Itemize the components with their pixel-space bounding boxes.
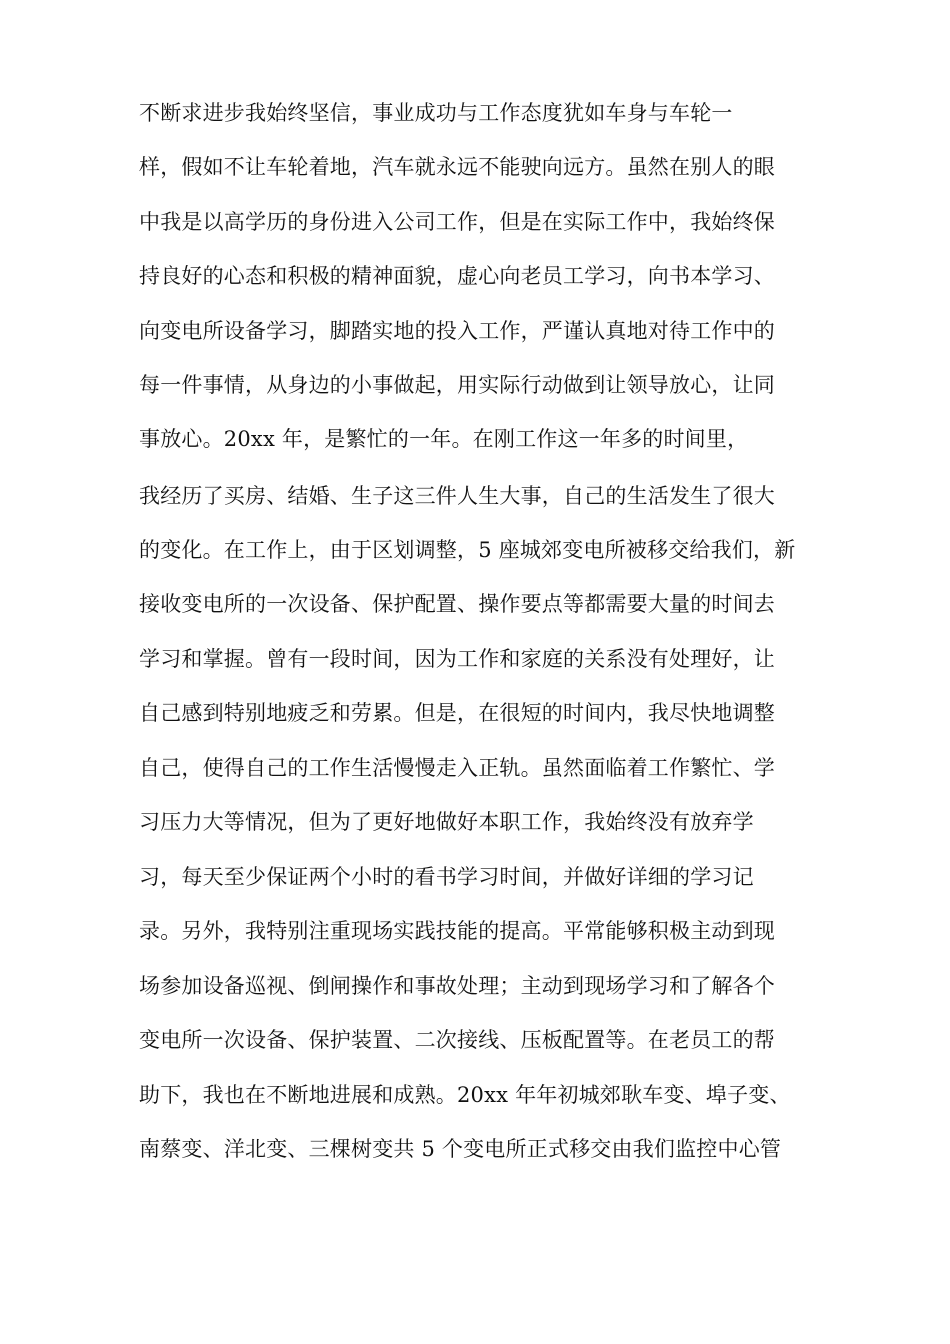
text-line-11: 学习和掌握。曾有一段时间，因为工作和家庭的关系没有处理好，让 (139, 647, 775, 671)
text-line-1: 不断求进步我始终坚信，事业成功与工作态度犹如车身与车轮一 (139, 101, 733, 125)
text-line-18: 变电所一次设备、保护装置、二次接线、压板配置等。在老员工的帮 (139, 1028, 775, 1052)
text-line-19: 助下，我也在不断地进展和成熟。20xx 年年初城郊耿车变、埠子变、 (139, 1083, 791, 1107)
text-line-16: 录。另外，我特别注重现场实践技能的提高。平常能够积极主动到现 (139, 919, 775, 943)
text-line-15: 习，每天至少保证两个小时的看书学习时间，并做好详细的学习记 (139, 865, 754, 889)
text-line-8: 我经历了买房、结婚、生子这三件人生大事，自己的生活发生了很大 (139, 484, 775, 508)
text-line-7: 事放心。20xx 年，是繁忙的一年。在刚工作这一年多的时间里， (139, 427, 749, 451)
text-line-6: 每一件事情，从身边的小事做起，用实际行动做到让领导放心，让同 (139, 373, 775, 397)
text-line-20: 南蔡变、洋北变、三棵树变共 5 个变电所正式移交由我们监控中心管 (139, 1137, 782, 1161)
text-line-10: 接收变电所的一次设备、保护配置、操作要点等都需要大量的时间去 (139, 592, 775, 616)
text-line-17: 场参加设备巡视、倒闸操作和事故处理；主动到现场学习和了解各个 (139, 974, 775, 998)
text-line-13: 自己，使得自己的工作生活慢慢走入正轨。虽然面临着工作繁忙、学 (139, 756, 775, 780)
text-line-4: 持良好的心态和积极的精神面貌，虚心向老员工学习，向书本学习、 (139, 264, 775, 288)
text-line-14: 习压力大等情况，但为了更好地做好本职工作，我始终没有放弃学 (139, 810, 754, 834)
text-line-12: 自己感到特别地疲乏和劳累。但是，在很短的时间内，我尽快地调整 (139, 701, 775, 725)
text-line-5: 向变电所设备学习，脚踏实地的投入工作，严谨认真地对待工作中的 (139, 319, 775, 343)
text-line-2: 样，假如不让车轮着地，汽车就永远不能驶向远方。虽然在别人的眼 (139, 155, 775, 179)
text-line-9: 的变化。在工作上，由于区划调整，5 座城郊变电所被移交给我们，新 (139, 538, 796, 562)
text-line-3: 中我是以高学历的身份进入公司工作，但是在实际工作中，我始终保 (139, 210, 775, 234)
